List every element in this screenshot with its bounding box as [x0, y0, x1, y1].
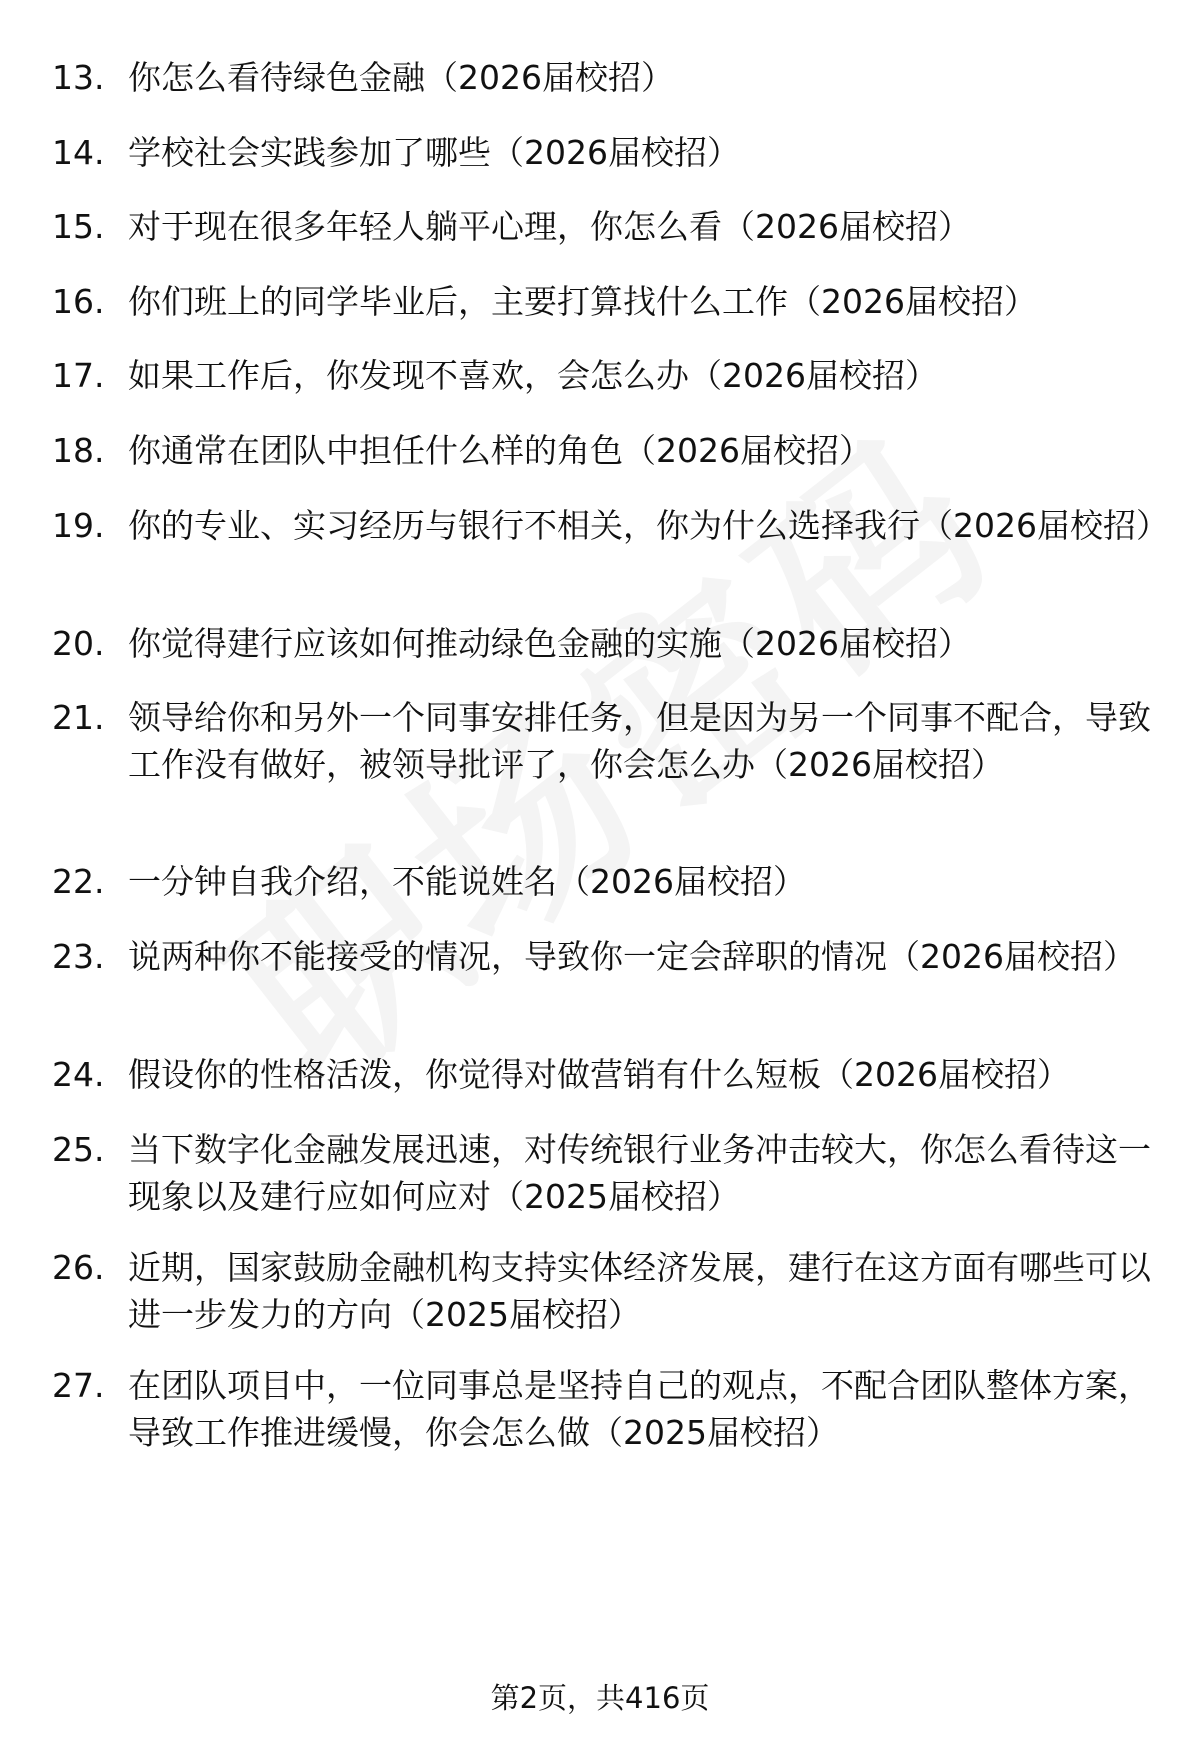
- question-number: 22.: [52, 862, 105, 901]
- question-number: 21.: [52, 698, 105, 737]
- page-footer: 第2页，共416页: [490, 1681, 710, 1715]
- question-number: 14.: [52, 133, 105, 172]
- question-text: 如果工作后，你发现不喜欢，会怎么办（2026届校招）: [128, 356, 938, 395]
- question-number: 20.: [52, 624, 105, 663]
- question-text: 在团队项目中，一位同事总是坚持自己的观点，不配合团队整体方案，导致工作推进缓慢，你会怎么做（2025届校招）: [128, 1366, 1151, 1452]
- question-text: 对于现在很多年轻人躺平心理，你怎么看（2026届校招）: [128, 207, 971, 246]
- question-text: 你觉得建行应该如何推动绿色金融的实施（2026届校招）: [128, 624, 971, 663]
- question-number: 25.: [52, 1130, 105, 1169]
- question-text: 近期，国家鼓励金融机构支持实体经济发展，建行在这方面有哪些可以进一步发力的方向（2025届校招）: [128, 1248, 1151, 1334]
- question-number: 24.: [52, 1055, 105, 1094]
- question-number: 17.: [52, 356, 105, 395]
- question-text: 一分钟自我介绍，不能说姓名（2026届校招）: [128, 862, 806, 901]
- question-text: 你通常在团队中担任什么样的角色（2026届校招）: [128, 431, 872, 470]
- question-number: 27.: [52, 1366, 105, 1405]
- question-text: 说两种你不能接受的情况，导致你一定会辞职的情况（2026届校招）: [128, 937, 1136, 976]
- question-number: 23.: [52, 937, 105, 976]
- question-text: 你的专业、实习经历与银行不相关，你为什么选择我行（2026届校招）: [128, 506, 1169, 545]
- question-text: 当下数字化金融发展迅速，对传统银行业务冲击较大，你怎么看待这一现象以及建行应如何应对（2025届校招）: [128, 1130, 1151, 1216]
- question-text: 你怎么看待绿色金融（2026届校招）: [128, 58, 674, 97]
- question-number: 26.: [52, 1248, 105, 1287]
- question-number: 15.: [52, 207, 105, 246]
- question-text: 学校社会实践参加了哪些（2026届校招）: [128, 133, 740, 172]
- question-text: 领导给你和另外一个同事安排任务，但是因为另一个同事不配合，导致工作没有做好，被领导批评了，你会怎么办（2026届校招）: [128, 698, 1151, 784]
- question-number: 16.: [52, 282, 105, 321]
- question-text: 你们班上的同学毕业后，主要打算找什么工作（2026届校招）: [128, 282, 1037, 321]
- question-number: 18.: [52, 431, 105, 470]
- question-text: 假设你的性格活泼，你觉得对做营销有什么短板（2026届校招）: [128, 1055, 1070, 1094]
- question-number: 19.: [52, 506, 105, 545]
- question-number: 13.: [52, 58, 105, 97]
